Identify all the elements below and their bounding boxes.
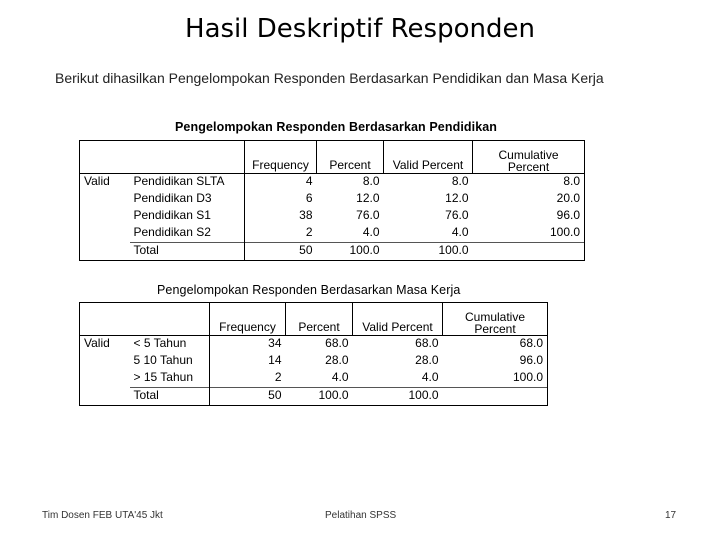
cell-frequency: 2 — [245, 225, 317, 243]
table1-title: Pengelompokan Responden Berdasarkan Pendidikan — [175, 120, 498, 134]
cell-cumulative: 20.0 — [473, 191, 585, 208]
cell-percent: 4.0 — [331, 370, 349, 384]
cell-percent: 8.0 — [317, 174, 384, 192]
cell-cumulative — [473, 243, 585, 261]
header-valid-percent: Valid Percent — [353, 303, 443, 336]
header-cumulative-percent: Cumulative Percent — [443, 303, 548, 336]
cell-valid-percent: 12.0 — [445, 191, 469, 205]
group-label: Valid — [80, 336, 130, 354]
table-row — [80, 353, 548, 370]
cell-cumulative: 96.0 — [473, 208, 585, 225]
cell-cumulative: 96.0 — [443, 353, 548, 370]
group-label: Valid — [80, 174, 130, 192]
row-label: 5 10 Tahun — [133, 353, 193, 367]
slide-title: Hasil Deskriptif Responden — [185, 14, 535, 44]
row-label: Total — [130, 243, 245, 261]
table-row — [80, 208, 585, 225]
header-percent: Percent — [286, 303, 353, 336]
table-header-row — [80, 303, 548, 336]
cell-valid-percent: 100.0 — [353, 388, 443, 406]
cell-cumulative: 100.0 — [443, 370, 548, 388]
row-label: > 15 Tahun — [133, 370, 194, 384]
cell-percent: 100.0 — [317, 243, 384, 261]
cell-percent: 4.0 — [362, 225, 380, 239]
cell-valid-percent: 4.0 — [451, 225, 469, 239]
header-frequency: Frequency — [245, 141, 317, 174]
cell-valid-percent: 28.0 — [415, 353, 439, 367]
cell-valid-percent: 76.0 — [445, 208, 469, 222]
table-row — [80, 191, 585, 208]
cell-percent: 12.0 — [356, 191, 380, 205]
cell-percent: 28.0 — [325, 353, 349, 367]
table-row-total — [80, 243, 585, 261]
table-row — [80, 225, 585, 243]
cell-cumulative: 100.0 — [473, 225, 585, 243]
table2-title: Pengelompokan Responden Berdasarkan Masa Kerja — [157, 283, 461, 297]
table-row — [80, 174, 585, 192]
row-label: < 5 Tahun — [130, 336, 210, 354]
cell-frequency: 6 — [245, 191, 317, 208]
cell-percent: 100.0 — [286, 388, 353, 406]
header-cumulative-percent: Cumulative Percent — [473, 141, 585, 174]
header-frequency: Frequency — [210, 303, 286, 336]
cell-valid-percent: 68.0 — [353, 336, 443, 354]
cell-frequency: 14 — [210, 353, 286, 370]
cell-valid-percent: 100.0 — [384, 243, 473, 261]
cell-frequency: 2 — [210, 370, 286, 388]
row-label: Pendidikan SLTA — [130, 174, 245, 192]
cell-percent: 76.0 — [356, 208, 380, 222]
cell-valid-percent: 8.0 — [384, 174, 473, 192]
row-label: Pendidikan D3 — [133, 191, 212, 205]
cell-valid-percent: 4.0 — [421, 370, 439, 384]
page-number: 17 — [665, 510, 677, 521]
table-row-total — [80, 388, 548, 406]
footer-course: Pelatihan SPSS — [325, 510, 397, 521]
cell-frequency: 50 — [245, 243, 317, 261]
cell-cumulative: 8.0 — [473, 174, 585, 192]
education-frequency-table — [79, 140, 585, 261]
work-period-frequency-table — [79, 302, 548, 406]
table-row — [80, 370, 548, 388]
cell-frequency: 34 — [210, 336, 286, 354]
cell-frequency: 38 — [245, 208, 317, 225]
table-header-row — [80, 141, 585, 174]
row-label: Pendidikan S2 — [133, 225, 211, 239]
footer-author: Tim Dosen FEB UTA'45 Jkt — [42, 510, 163, 521]
row-label: Total — [130, 388, 210, 406]
cell-frequency: 50 — [210, 388, 286, 406]
row-label: Pendidikan S1 — [133, 208, 211, 222]
cell-frequency: 4 — [245, 174, 317, 192]
header-percent: Percent — [317, 141, 384, 174]
header-valid-percent: Valid Percent — [384, 141, 473, 174]
table-row — [80, 336, 548, 354]
cell-cumulative — [443, 388, 548, 406]
cell-percent: 68.0 — [286, 336, 353, 354]
cell-cumulative: 68.0 — [443, 336, 548, 354]
slide-subtitle: Berikut dihasilkan Pengelompokan Responden Berdasarkan Pendidikan dan Masa Kerja — [55, 70, 604, 86]
